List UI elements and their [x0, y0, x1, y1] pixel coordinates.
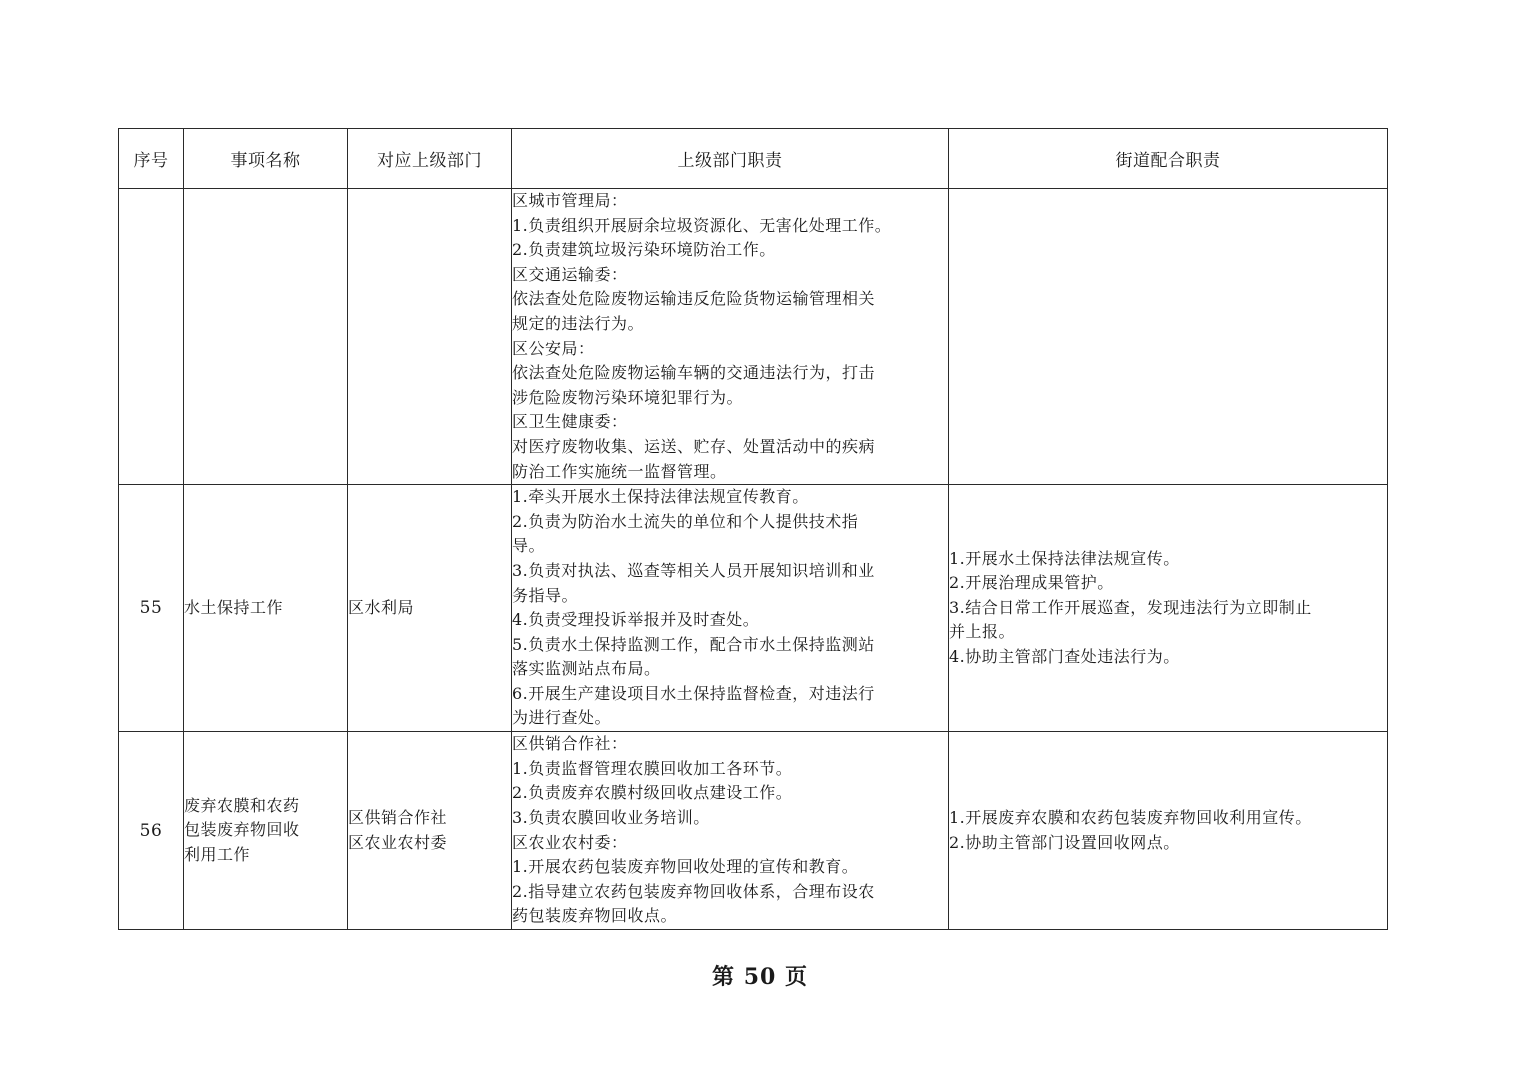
- cell-seq: [119, 189, 184, 485]
- duty-line: 区卫生健康委：: [512, 412, 628, 432]
- cell-dept-duty: [512, 189, 949, 485]
- duty-line: 1.开展农药包装废弃物回收处理的宣传和教育。: [512, 857, 859, 877]
- duty-line: 落实监测站点布局。: [512, 659, 661, 679]
- street-duty-line: 4.协助主管部门查处违法行为。: [949, 647, 1180, 667]
- item-name-line: 水土保持工作: [184, 597, 284, 617]
- duty-line: 依法查处危险废物运输违反危险货物运输管理相关: [512, 289, 876, 309]
- cell-dept: [348, 189, 512, 485]
- duty-line: 涉危险废物污染环境犯罪行为。: [512, 387, 744, 407]
- cell-dept-duty: [512, 732, 949, 930]
- header-seq: 序号: [119, 129, 184, 189]
- item-name-line: 废弃农膜和农药: [184, 795, 300, 815]
- dept-line: 区水利局: [348, 597, 415, 617]
- cell-item-name: [184, 732, 348, 930]
- duty-line: 为进行查处。: [512, 708, 612, 728]
- cell-seq: 55: [119, 485, 184, 732]
- header-dept: 对应上级部门: [348, 129, 512, 189]
- duty-line: 6.开展生产建设项目水土保持监督检查，对违法行: [512, 683, 875, 703]
- cell-item-name: [184, 485, 348, 732]
- item-name-line: 利用工作: [184, 844, 251, 864]
- table-row: [119, 732, 1388, 930]
- cell-street-duty: [949, 189, 1388, 485]
- duty-line: 区农业农村委：: [512, 832, 628, 852]
- duty-line: 1.负责监督管理农膜回收加工各环节。: [512, 758, 793, 778]
- duty-line: 2.负责建筑垃圾污染环境防治工作。: [512, 240, 776, 260]
- street-duty-line: 1.开展水土保持法律法规宣传。: [949, 548, 1180, 568]
- duty-line: 对医疗废物收集、运送、贮存、处置活动中的疾病: [512, 436, 876, 456]
- cell-dept-duty: [512, 485, 949, 732]
- duty-line: 4.负责受理投诉举报并及时查处。: [512, 610, 760, 630]
- responsibility-table: [118, 128, 1388, 930]
- duty-line: 3.负责对执法、巡查等相关人员开展知识培训和业: [512, 560, 875, 580]
- duty-line: 导。: [512, 536, 546, 556]
- duty-line: 防治工作实施统一监督管理。: [512, 461, 727, 481]
- street-duty-line: 1.开展废弃农膜和农药包装废弃物回收利用宣传。: [949, 807, 1312, 827]
- dept-line: 区农业农村委: [348, 832, 448, 852]
- street-duty-line: 2.开展治理成果管护。: [949, 573, 1114, 593]
- cell-dept: [348, 485, 512, 732]
- page-number: 第 50 页: [712, 964, 808, 990]
- duty-line: 1.牵头开展水土保持法律法规宣传教育。: [512, 487, 809, 507]
- duty-line: 2.指导建立农药包装废弃物回收体系，合理布设农: [512, 881, 875, 901]
- duty-line: 5.负责水土保持监测工作，配合市水土保持监测站: [512, 634, 875, 654]
- street-duty-line: 并上报。: [949, 622, 1016, 642]
- cell-street-duty: [949, 485, 1388, 732]
- duty-line: 规定的违法行为。: [512, 313, 645, 333]
- duty-line: 1.负责组织开展厨余垃圾资源化、无害化处理工作。: [512, 215, 892, 235]
- street-duty-line: 3.结合日常工作开展巡查，发现违法行为立即制止: [949, 597, 1312, 617]
- header-dept-duty: 上级部门职责: [512, 129, 949, 189]
- dept-line: 区供销合作社: [348, 807, 448, 827]
- duty-line: 区公安局：: [512, 338, 595, 358]
- duty-line: 依法查处危险废物运输车辆的交通违法行为，打击: [512, 363, 876, 383]
- header-street-duty: 街道配合职责: [949, 129, 1388, 189]
- table-row: [119, 485, 1388, 732]
- duty-line: 2.负责为防治水土流失的单位和个人提供技术指: [512, 511, 859, 531]
- duty-line: 药包装废弃物回收点。: [512, 906, 678, 926]
- duty-line: 区供销合作社：: [512, 734, 628, 754]
- header-item-name: 事项名称: [184, 129, 348, 189]
- item-name-line: 包装废弃物回收: [184, 820, 300, 840]
- table-header-row: [119, 129, 1388, 189]
- table-row: [119, 189, 1388, 485]
- duty-line: 务指导。: [512, 585, 579, 605]
- cell-street-duty: [949, 732, 1388, 930]
- cell-item-name: [184, 189, 348, 485]
- duty-line: 3.负责农膜回收业务培训。: [512, 807, 710, 827]
- street-duty-line: 2.协助主管部门设置回收网点。: [949, 832, 1180, 852]
- cell-seq: 56: [119, 732, 184, 930]
- duty-line: 区交通运输委：: [512, 264, 628, 284]
- cell-dept: [348, 732, 512, 930]
- duty-line: 区城市管理局：: [512, 191, 628, 210]
- duty-line: 2.负责废弃农膜村级回收点建设工作。: [512, 783, 793, 803]
